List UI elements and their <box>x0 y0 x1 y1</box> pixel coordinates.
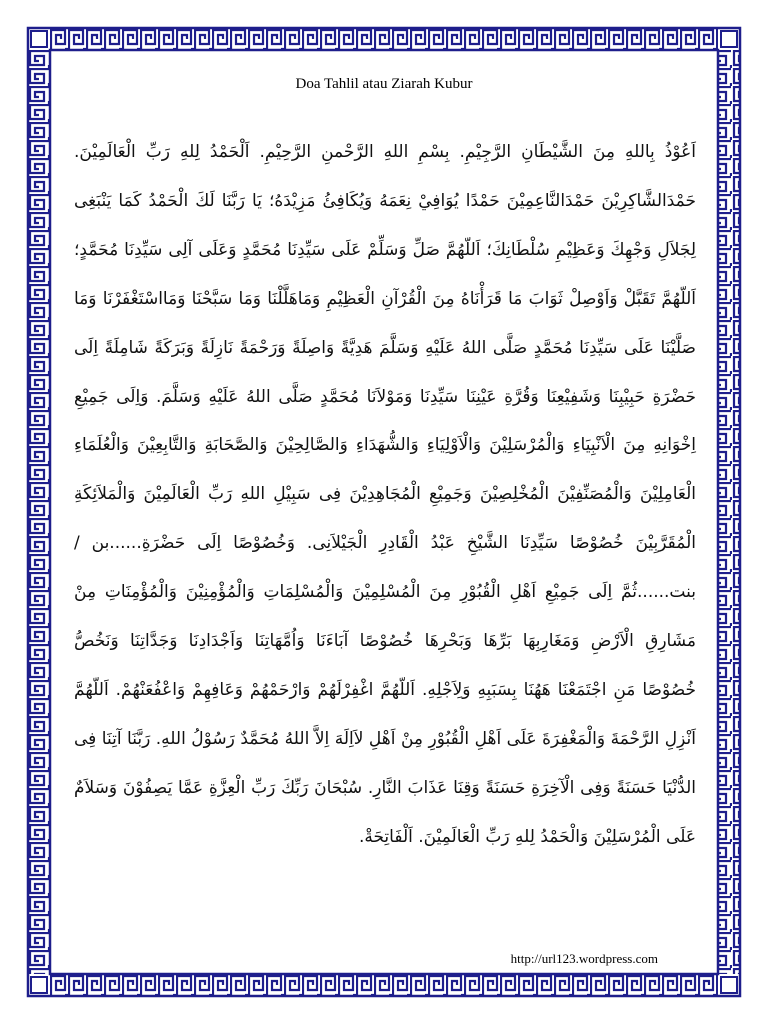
prayer-text <box>74 128 696 868</box>
document-title: Doa Tahlil atau Ziarah Kubur <box>295 76 473 92</box>
footer-url: http://url123.wordpress.com <box>510 951 658 966</box>
prayer-paragraph: اَعُوْذُ بِاللهِ مِنَ الشَّيْطَانِ الرَّجِيْمِ. بِسْمِ اللهِ الرَّحْمنِ الرَّحِيْمِ. اَلْحَمْدُ لِلهِ رَبِّ الْعَالَمِيْنَ. حَمْدَالشَّاكِرِيْنَ حَمْدَالنَّاعِمِيْنَ حَمْدًا يُوَافِيْ نِعَمَهُ وَيُكَافِئُ مَزِيْدَهُ؛ يَا رَبَّنَا لَكَ الْحَمْدُ كَمَا يَنْبَغِى لِجَلاَلِ وَجْهِكَ وَعَظِيْمِ سُلْطَانِكَ؛ اَللّهُمَّ صَلِّ وَسَلِّمْ عَلَى سَيِّدِنَا مُحَمَّدٍ وَعَلَى آلِى سَيِّدِنَا مُحَمَّدٍ؛ اَللّهُمَّ تَقَبَّلْ وَاَوْصِلْ ثَوَابَ مَا قَرَأْنَاهُ مِنَ الْقُرْآنِ الْعَظِيْمِ وَمَاهَلَّلْنَا وَمَا سَبَّحْنَا وَمَااسْتَغْفَرْنَا وَمَا صَلَّيْنَا عَلَى سَيِّدِنَا مُحَمَّدٍ صَلَّى اللهُ عَلَيْهِ وَسَلَّمَ هَدِيَّةً وَاصِلَةً وَرَحْمَةً نَازِلَةً وَبَرَكَةً شَامِلَةً اِلَى حَضْرَةِ حَبِيْبِنَا وَشَفِيْعِنَا وَقُرَّةِ عَيْنِنَا سَيِّدِنَا وَمَوْلاَنَا مُحَمَّدٍ صَلَّى اللهُ عَلَيْهِ وَسَلَّمَ. وَاِلَى جَمِيْعِ اِخْوَانِهِ مِنَ الْاَنْبِيَاءِ وَالْمُرْسَلِيْنَ وَالْاَوْلِيَاءِ وَالشُّهَدَاءِ وَالصَّالِحِيْنَ وَالصَّحَابَةِ وَالتَّابِعِيْنَ وَالْعُلَمَاءِ الْعَامِلِيْنَ وَالْمُصَنِّفِيْنَ الْمُخْلِصِيْنَ وَجَمِيْعِ الْمُجَاهِدِيْنَ فِى سَبِيْلِ اللهِ رَبِّ الْعَالَمِيْنَ وَالْمَلاَئِكَةِ الْمُقَرَّبِيْنَ خُصُوْصًا سَيِّدِنَا الشَّيْخِ عَبْدُ الْقَادِرِ الْجَيْلاَنِى. وَخُصُوْصًا اِلَى حَضْرَةِ......بن / بنت......ثُمَّ اِلَى جَمِيْعِ اَهْلِ الْقُبُوْرِ مِنَ الْمُسْلِمِيْنَ وَالْمُسْلِمَاتِ وَالْمُؤْمِنِيْنَ وَالْمُؤْمِنَاتِ مِنْ مَشَارِقِ الْاَرْضِ وَمَغَارِبِهَا بَرِّهَا وَبَحْرِهَا خُصُوْصًا آبَاءَنَا وَاُمَّهَاتِنَا وَاَجْدَادِنَا وَجَدَّاتِنَا وَنَخُصُّ خُصُوْصًا مَنِ اجْتَمَعْنَا هَهُنَا بِسَبَبِهِ وَلِاَجْلِهِ. اَللّهُمَّ اغْفِرْلَهُمْ وَارْحَمْهُمْ وَعَافِهِمْ وَاعْفُعَنْهُمْ. اَللّهُمَّ اَنْزِلِ الرَّحْمَةَ وَالْمَغْفِرَةَ عَلَى اَهْلِ الْقُبُوْرِ مِنْ اَهْلِ لاَاِلَهَ اِلاَّ اللهُ مُحَمَّدٌ رَسُوْلُ اللهِ. رَبَّنَا آتِنَا فِى الدُّنْيَا حَسَنَةً وَفِى الْآخِرَةِ حَسَنَةً وَقِنَا عَذَابَ النَّارِ. سُبْحَانَ رَبِّكَ رَبِّ الْعِزَّةِ عَمَّا يَصِفُوْنَ وَسَلاَمٌ عَلَى الْمُرْسَلِيْنَ وَالْحَمْدُ لِلهِ رَبِّ الْعَالَمِيْنَ. اَلْفَاتِحَةْ. <box>74 142 696 847</box>
